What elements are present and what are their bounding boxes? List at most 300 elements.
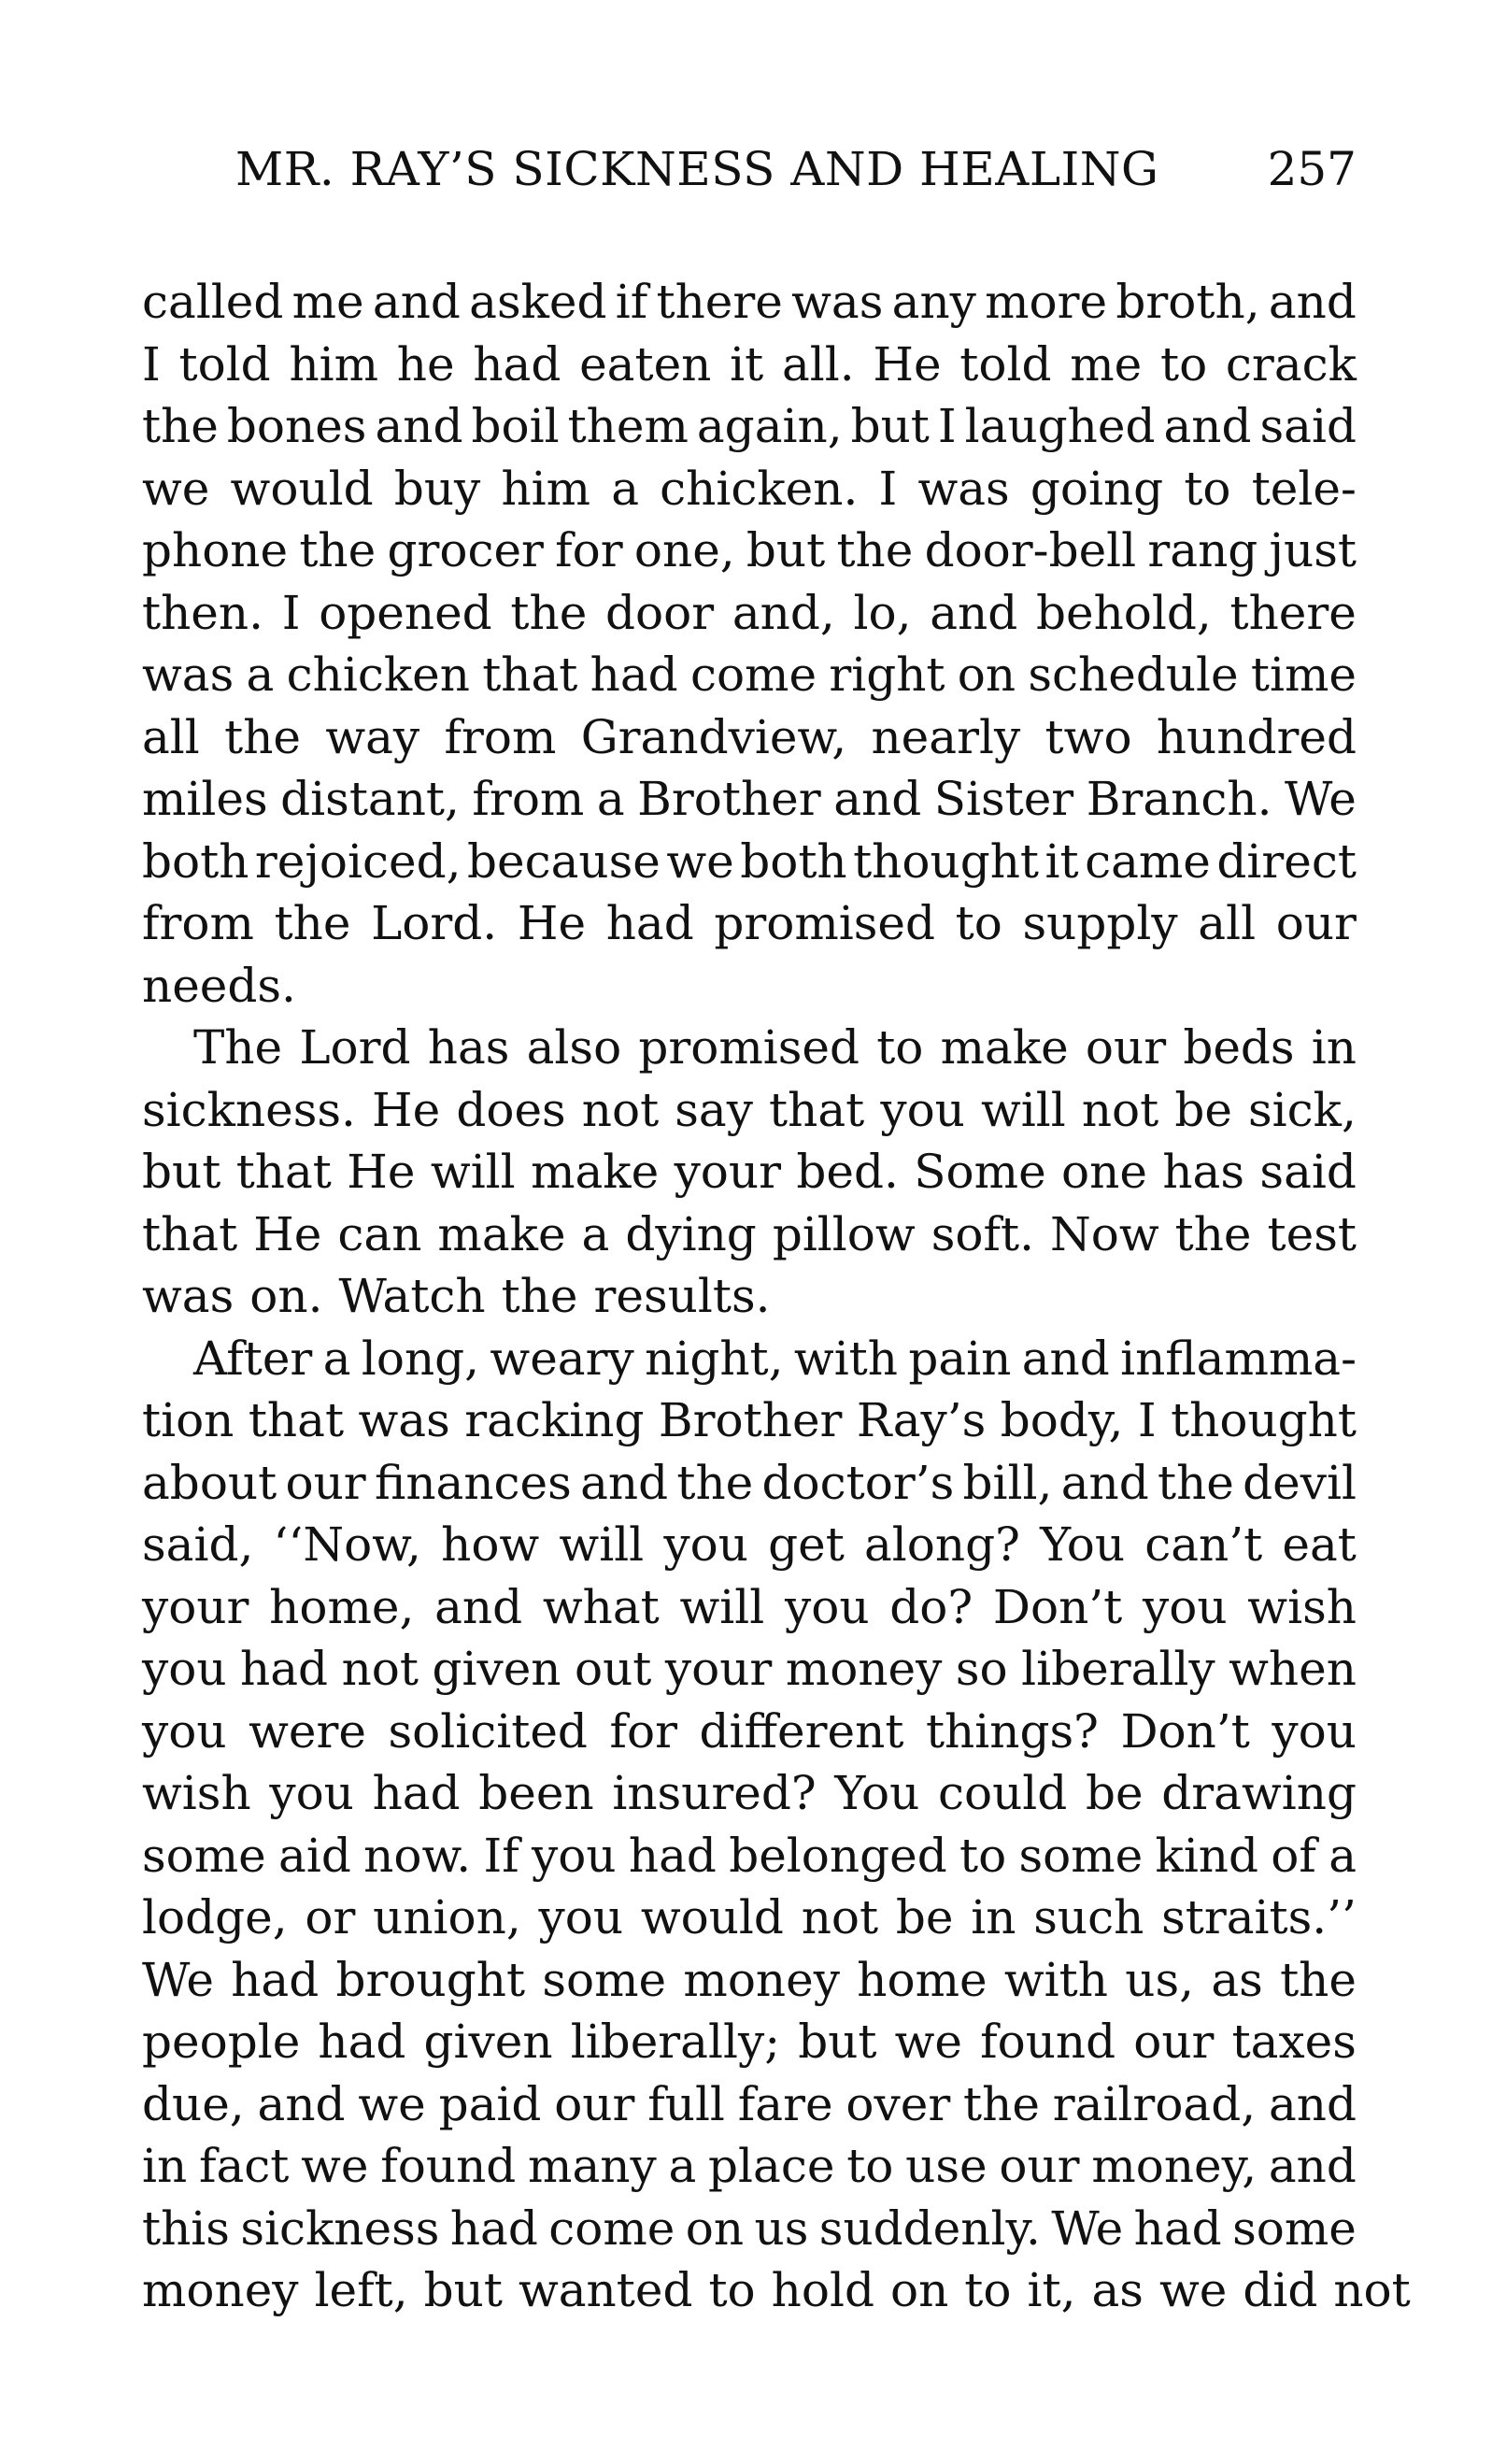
word: that	[248, 1393, 345, 1447]
word: eaten	[579, 336, 712, 392]
text-line	[142, 1204, 1357, 1266]
word: He	[253, 1206, 322, 1261]
text-line	[142, 1514, 1357, 1576]
word: solicited	[388, 1703, 588, 1759]
word: nearly	[871, 709, 1021, 764]
word: was	[791, 275, 884, 329]
word: this	[142, 2201, 230, 2256]
word: some	[1232, 2201, 1357, 2256]
word: with	[793, 1331, 898, 1386]
word: can	[337, 1206, 422, 1261]
word: but	[798, 2015, 877, 2069]
word: tele-	[1251, 461, 1357, 516]
text-line	[142, 2259, 1411, 2322]
word: money	[142, 2263, 299, 2317]
word: Watch	[338, 1269, 486, 1323]
word: had	[628, 1828, 717, 1883]
word: Now	[1049, 1206, 1159, 1261]
word: sickness	[240, 2201, 440, 2256]
body-text	[142, 271, 1411, 2322]
word: I	[878, 461, 898, 516]
text-line	[142, 2011, 1357, 2073]
running-title: MR. RAY’S SICKNESS AND HEALING	[235, 142, 1159, 196]
word: the	[299, 523, 377, 577]
word: After	[193, 1331, 313, 1386]
word: rejoiced,	[254, 833, 462, 889]
word: your	[142, 1579, 249, 1634]
word: was	[142, 1269, 234, 1323]
word: will	[980, 1082, 1066, 1137]
word: asked	[469, 275, 607, 329]
text-line	[142, 1701, 1357, 1763]
word: taxes	[1231, 2015, 1357, 2069]
word: boil	[471, 399, 560, 453]
word: one,	[633, 523, 735, 577]
text-line	[142, 831, 1357, 893]
word: you	[142, 1703, 227, 1759]
word: sick,	[1248, 1082, 1357, 1137]
text-line	[142, 2073, 1357, 2136]
word: our	[554, 2076, 635, 2131]
word: bones	[226, 399, 367, 453]
word: wish	[1247, 1579, 1357, 1634]
word: lodge,	[142, 1890, 288, 1944]
word: what	[542, 1579, 660, 1634]
word: we	[894, 2015, 962, 2069]
text-line	[142, 458, 1357, 520]
word: schedule	[1028, 648, 1239, 702]
word: for	[609, 1703, 677, 1759]
word: to	[955, 896, 1002, 950]
paragraph	[142, 271, 1357, 1017]
word: railroad,	[1052, 2076, 1257, 2131]
word: we	[1158, 2263, 1228, 2317]
word: do?	[889, 1579, 973, 1634]
word: but	[746, 523, 826, 577]
word: found	[380, 2139, 517, 2193]
page-number: 257	[1267, 142, 1357, 196]
word: hold	[771, 2263, 874, 2317]
word: has	[1162, 1145, 1245, 1199]
word: we	[301, 2139, 369, 2193]
word: that	[482, 648, 578, 702]
word: liberally;	[570, 2015, 781, 2069]
word: come	[689, 648, 817, 702]
word: home	[857, 1952, 988, 2007]
word: to	[964, 2263, 1012, 2317]
word: to	[708, 2263, 756, 2317]
word: to	[876, 1020, 924, 1075]
word: sickness.	[142, 1082, 356, 1137]
word: if	[615, 275, 648, 329]
text-line	[142, 1389, 1357, 1452]
word: door-bell	[924, 523, 1137, 577]
word: The	[193, 1020, 283, 1075]
paragraph	[142, 1017, 1357, 1328]
word: I	[937, 399, 957, 453]
word: given	[423, 2015, 553, 2069]
word: along?	[863, 1517, 1020, 1572]
word: also	[526, 1020, 622, 1075]
word: that	[769, 1082, 865, 1137]
word: weary	[490, 1331, 634, 1386]
word: a	[596, 772, 625, 826]
word: home,	[269, 1579, 415, 1634]
text-line	[142, 1576, 1357, 1639]
word: it	[1044, 833, 1079, 889]
text-line	[142, 395, 1357, 458]
word: and	[1268, 275, 1357, 329]
word: dying	[625, 1206, 757, 1261]
word: but	[142, 1145, 221, 1199]
word: grocer	[387, 523, 544, 577]
word: doctor’s	[761, 1455, 955, 1510]
word: wanted	[518, 2263, 693, 2317]
word: paid	[438, 2076, 542, 2131]
word: We	[142, 1952, 214, 2007]
word: will	[679, 1579, 765, 1634]
word: about	[142, 1455, 277, 1510]
text-line	[142, 1017, 1357, 1079]
word: you	[663, 1517, 748, 1572]
word: so	[955, 1642, 1008, 1696]
word: be	[895, 1890, 954, 1944]
word: Lord.	[371, 896, 498, 950]
word: pain	[908, 1331, 1012, 1386]
word: you	[1272, 1703, 1357, 1759]
word: fare	[737, 2076, 833, 2131]
text-line	[142, 582, 1357, 645]
text-line	[142, 1949, 1357, 2012]
word: thought	[1171, 1393, 1357, 1447]
word: or	[305, 1890, 356, 1944]
word: there	[656, 275, 783, 329]
word: We	[1284, 772, 1357, 826]
word: distant,	[280, 772, 460, 826]
word: two	[1044, 709, 1132, 764]
word: from	[472, 772, 585, 826]
word: crack	[1225, 336, 1357, 392]
word: the	[676, 1455, 754, 1510]
word: out	[574, 1642, 652, 1696]
text-line	[142, 768, 1357, 831]
word: our	[1133, 2015, 1215, 2069]
word: with	[1003, 1952, 1108, 2007]
word: be	[1085, 1766, 1144, 1820]
word: then.	[142, 585, 263, 640]
word: had	[590, 648, 678, 702]
word: eat	[1282, 1517, 1357, 1572]
word: make	[940, 1020, 1069, 1075]
word: came	[1085, 833, 1211, 889]
word: you	[880, 1082, 965, 1137]
word: on	[685, 2201, 745, 2256]
word: Brother	[658, 1393, 843, 1447]
word: to	[1159, 336, 1208, 392]
word: We	[1051, 2201, 1124, 2256]
word: behold,	[1035, 585, 1212, 640]
word: direct	[1216, 833, 1357, 889]
word: would	[230, 461, 374, 516]
word: needs.	[142, 958, 296, 1013]
word: was	[142, 648, 234, 702]
word: and	[375, 399, 463, 453]
text-line	[142, 1079, 1357, 1142]
text-line	[142, 334, 1357, 396]
word: in	[142, 2139, 188, 2193]
word: brought	[335, 1952, 526, 2007]
word: Sister	[933, 772, 1074, 826]
word: we	[142, 461, 210, 516]
word: because	[466, 833, 661, 889]
word: found	[980, 2015, 1116, 2069]
word: one	[1061, 1145, 1147, 1199]
word: has	[427, 1020, 510, 1075]
word: You	[1040, 1517, 1126, 1572]
word: said	[1259, 399, 1357, 453]
word: to	[846, 2139, 894, 2193]
text-line	[142, 892, 1357, 955]
word: different	[699, 1703, 904, 1759]
word: night,	[645, 1331, 784, 1386]
word: not	[1081, 1082, 1159, 1137]
page-header	[235, 142, 1357, 217]
word: were	[249, 1703, 366, 1759]
word: you	[269, 1766, 354, 1820]
word: had	[372, 1766, 461, 1820]
word: make	[437, 1206, 566, 1261]
word: promised	[638, 1020, 860, 1075]
word: rang	[1147, 523, 1258, 577]
word: now.	[363, 1828, 472, 1883]
word: time	[1250, 648, 1357, 702]
word: opened	[319, 585, 492, 640]
word: belonged	[729, 1828, 947, 1883]
word: it	[730, 336, 764, 392]
word: your	[664, 1642, 773, 1696]
word: kind	[1155, 1828, 1259, 1883]
word: union,	[373, 1890, 521, 1944]
word: phone	[142, 523, 289, 577]
word: given	[432, 1642, 561, 1696]
word: a	[322, 1331, 351, 1386]
word: soft.	[931, 1206, 1034, 1261]
word: hundred	[1156, 709, 1357, 764]
text-line	[142, 1638, 1357, 1701]
word: buy	[393, 461, 481, 516]
word: us	[754, 2201, 809, 2256]
word: our	[1085, 1020, 1167, 1075]
word: straits.’’	[1161, 1890, 1357, 1944]
word: me	[291, 275, 364, 329]
word: on	[957, 648, 1016, 702]
word: and	[930, 585, 1018, 640]
word: your	[674, 1145, 782, 1199]
word: money,	[1091, 2139, 1258, 2193]
text-line	[142, 1452, 1357, 1515]
word: and	[1268, 2139, 1357, 2193]
word: insured?	[612, 1766, 817, 1820]
text-line	[142, 1825, 1357, 1887]
word: finances	[374, 1455, 572, 1510]
word: said	[1259, 1145, 1357, 1199]
word: left,	[314, 2263, 408, 2317]
word: miles	[142, 772, 268, 826]
word: Branch.	[1086, 772, 1272, 826]
word: the	[501, 1269, 578, 1323]
word: bill,	[962, 1455, 1053, 1510]
word: racking	[464, 1393, 645, 1447]
word: as	[1091, 2263, 1144, 2317]
word: many	[528, 2139, 657, 2193]
text-line	[142, 520, 1357, 582]
text-line	[142, 271, 1357, 334]
word: from	[444, 709, 557, 764]
word: use	[905, 2139, 988, 2193]
text-line	[142, 644, 1357, 706]
word: in	[971, 1890, 1016, 1944]
word: I	[1137, 1393, 1157, 1447]
word: there	[1229, 585, 1357, 640]
word: all	[1198, 896, 1257, 950]
word: and	[1268, 2076, 1357, 2131]
word: would	[640, 1890, 784, 1944]
word: the	[1157, 1455, 1234, 1510]
word: it,	[1027, 2263, 1076, 2317]
word: a	[581, 1206, 610, 1261]
word: will	[559, 1517, 645, 1572]
word: place	[708, 2139, 835, 2193]
word: told	[178, 336, 271, 392]
word: things?	[925, 1703, 1099, 1759]
word: them	[567, 399, 689, 453]
word: on.	[249, 1269, 323, 1323]
word: not	[581, 1082, 660, 1137]
text-line	[142, 1328, 1357, 1390]
word: both	[740, 833, 847, 889]
word: the	[510, 585, 588, 640]
word: our	[1275, 896, 1357, 950]
text-line	[142, 1887, 1357, 1949]
word: not	[1333, 2263, 1411, 2317]
word: going	[1030, 461, 1164, 516]
word: be	[1174, 1082, 1232, 1137]
word: we	[666, 833, 734, 889]
word: money	[683, 1952, 840, 2007]
word: had	[449, 2201, 538, 2256]
word: will	[430, 1145, 516, 1199]
word: and	[1021, 1331, 1110, 1386]
word: Don’t	[1120, 1703, 1250, 1759]
word: when	[1229, 1642, 1357, 1696]
word: a	[668, 2139, 697, 2193]
word: laughed	[964, 399, 1156, 453]
word: Some	[914, 1145, 1046, 1199]
word: and	[1060, 1455, 1149, 1510]
word: promised	[714, 896, 936, 950]
word: said,	[142, 1517, 254, 1572]
word: due,	[142, 2076, 245, 2131]
word: way	[325, 709, 420, 764]
word: just	[1269, 523, 1357, 577]
word: door	[605, 585, 715, 640]
word: but	[423, 2263, 503, 2317]
word: full	[647, 2076, 725, 2131]
word: Brother	[637, 772, 821, 826]
word: He	[347, 1145, 416, 1199]
word: all	[142, 709, 200, 764]
word: any	[891, 275, 976, 329]
word: told	[959, 336, 1052, 392]
word: tion	[142, 1393, 234, 1447]
word: us,	[1125, 1952, 1195, 2007]
word: was	[917, 461, 1010, 516]
word: our	[285, 1455, 366, 1510]
word: for	[555, 523, 623, 577]
word: a	[1329, 1828, 1357, 1883]
word: as	[1211, 1952, 1263, 2007]
word: get	[768, 1517, 845, 1572]
word: drawing	[1161, 1766, 1357, 1820]
word: we	[358, 2076, 426, 2131]
word: aid	[278, 1828, 351, 1883]
text-line	[142, 1762, 1357, 1825]
word: supply	[1022, 896, 1178, 950]
word: the	[224, 709, 301, 764]
word: but	[850, 399, 930, 453]
text-line	[142, 706, 1357, 769]
word: and	[434, 1579, 523, 1634]
word: did	[1243, 2263, 1318, 2317]
word: had	[231, 1952, 320, 2007]
word: broth,	[1115, 275, 1260, 329]
word: you	[142, 1642, 227, 1696]
word: the	[1280, 1952, 1357, 2007]
word: You	[834, 1766, 920, 1820]
word: the	[963, 2076, 1040, 2131]
word: say	[675, 1082, 753, 1137]
word: beds	[1183, 1020, 1295, 1075]
word: on	[889, 2263, 949, 2317]
word: thought	[853, 833, 1039, 889]
text-line	[142, 955, 1357, 1018]
word: had	[605, 896, 694, 950]
word: to	[1184, 461, 1231, 516]
word: him	[501, 461, 591, 516]
word: from	[142, 896, 254, 950]
word: of	[1271, 1828, 1316, 1883]
word: does	[456, 1082, 566, 1137]
word: inflamma-	[1120, 1331, 1357, 1386]
word: could	[938, 1766, 1068, 1820]
paragraph	[142, 1328, 1411, 2322]
word: me	[1070, 336, 1143, 392]
word: If	[483, 1828, 519, 1883]
word: and	[833, 772, 922, 826]
word: both	[142, 833, 249, 889]
word: such	[1033, 1890, 1144, 1944]
word: you	[532, 1828, 617, 1883]
word: Ray’s	[856, 1393, 987, 1447]
word: I	[142, 336, 161, 392]
word: had	[240, 1642, 329, 1696]
word: and	[580, 1455, 669, 1510]
word: him	[289, 336, 379, 392]
word: I	[281, 585, 301, 640]
word: had	[318, 2015, 406, 2069]
word: wish	[142, 1766, 251, 1820]
word: a	[611, 461, 640, 516]
